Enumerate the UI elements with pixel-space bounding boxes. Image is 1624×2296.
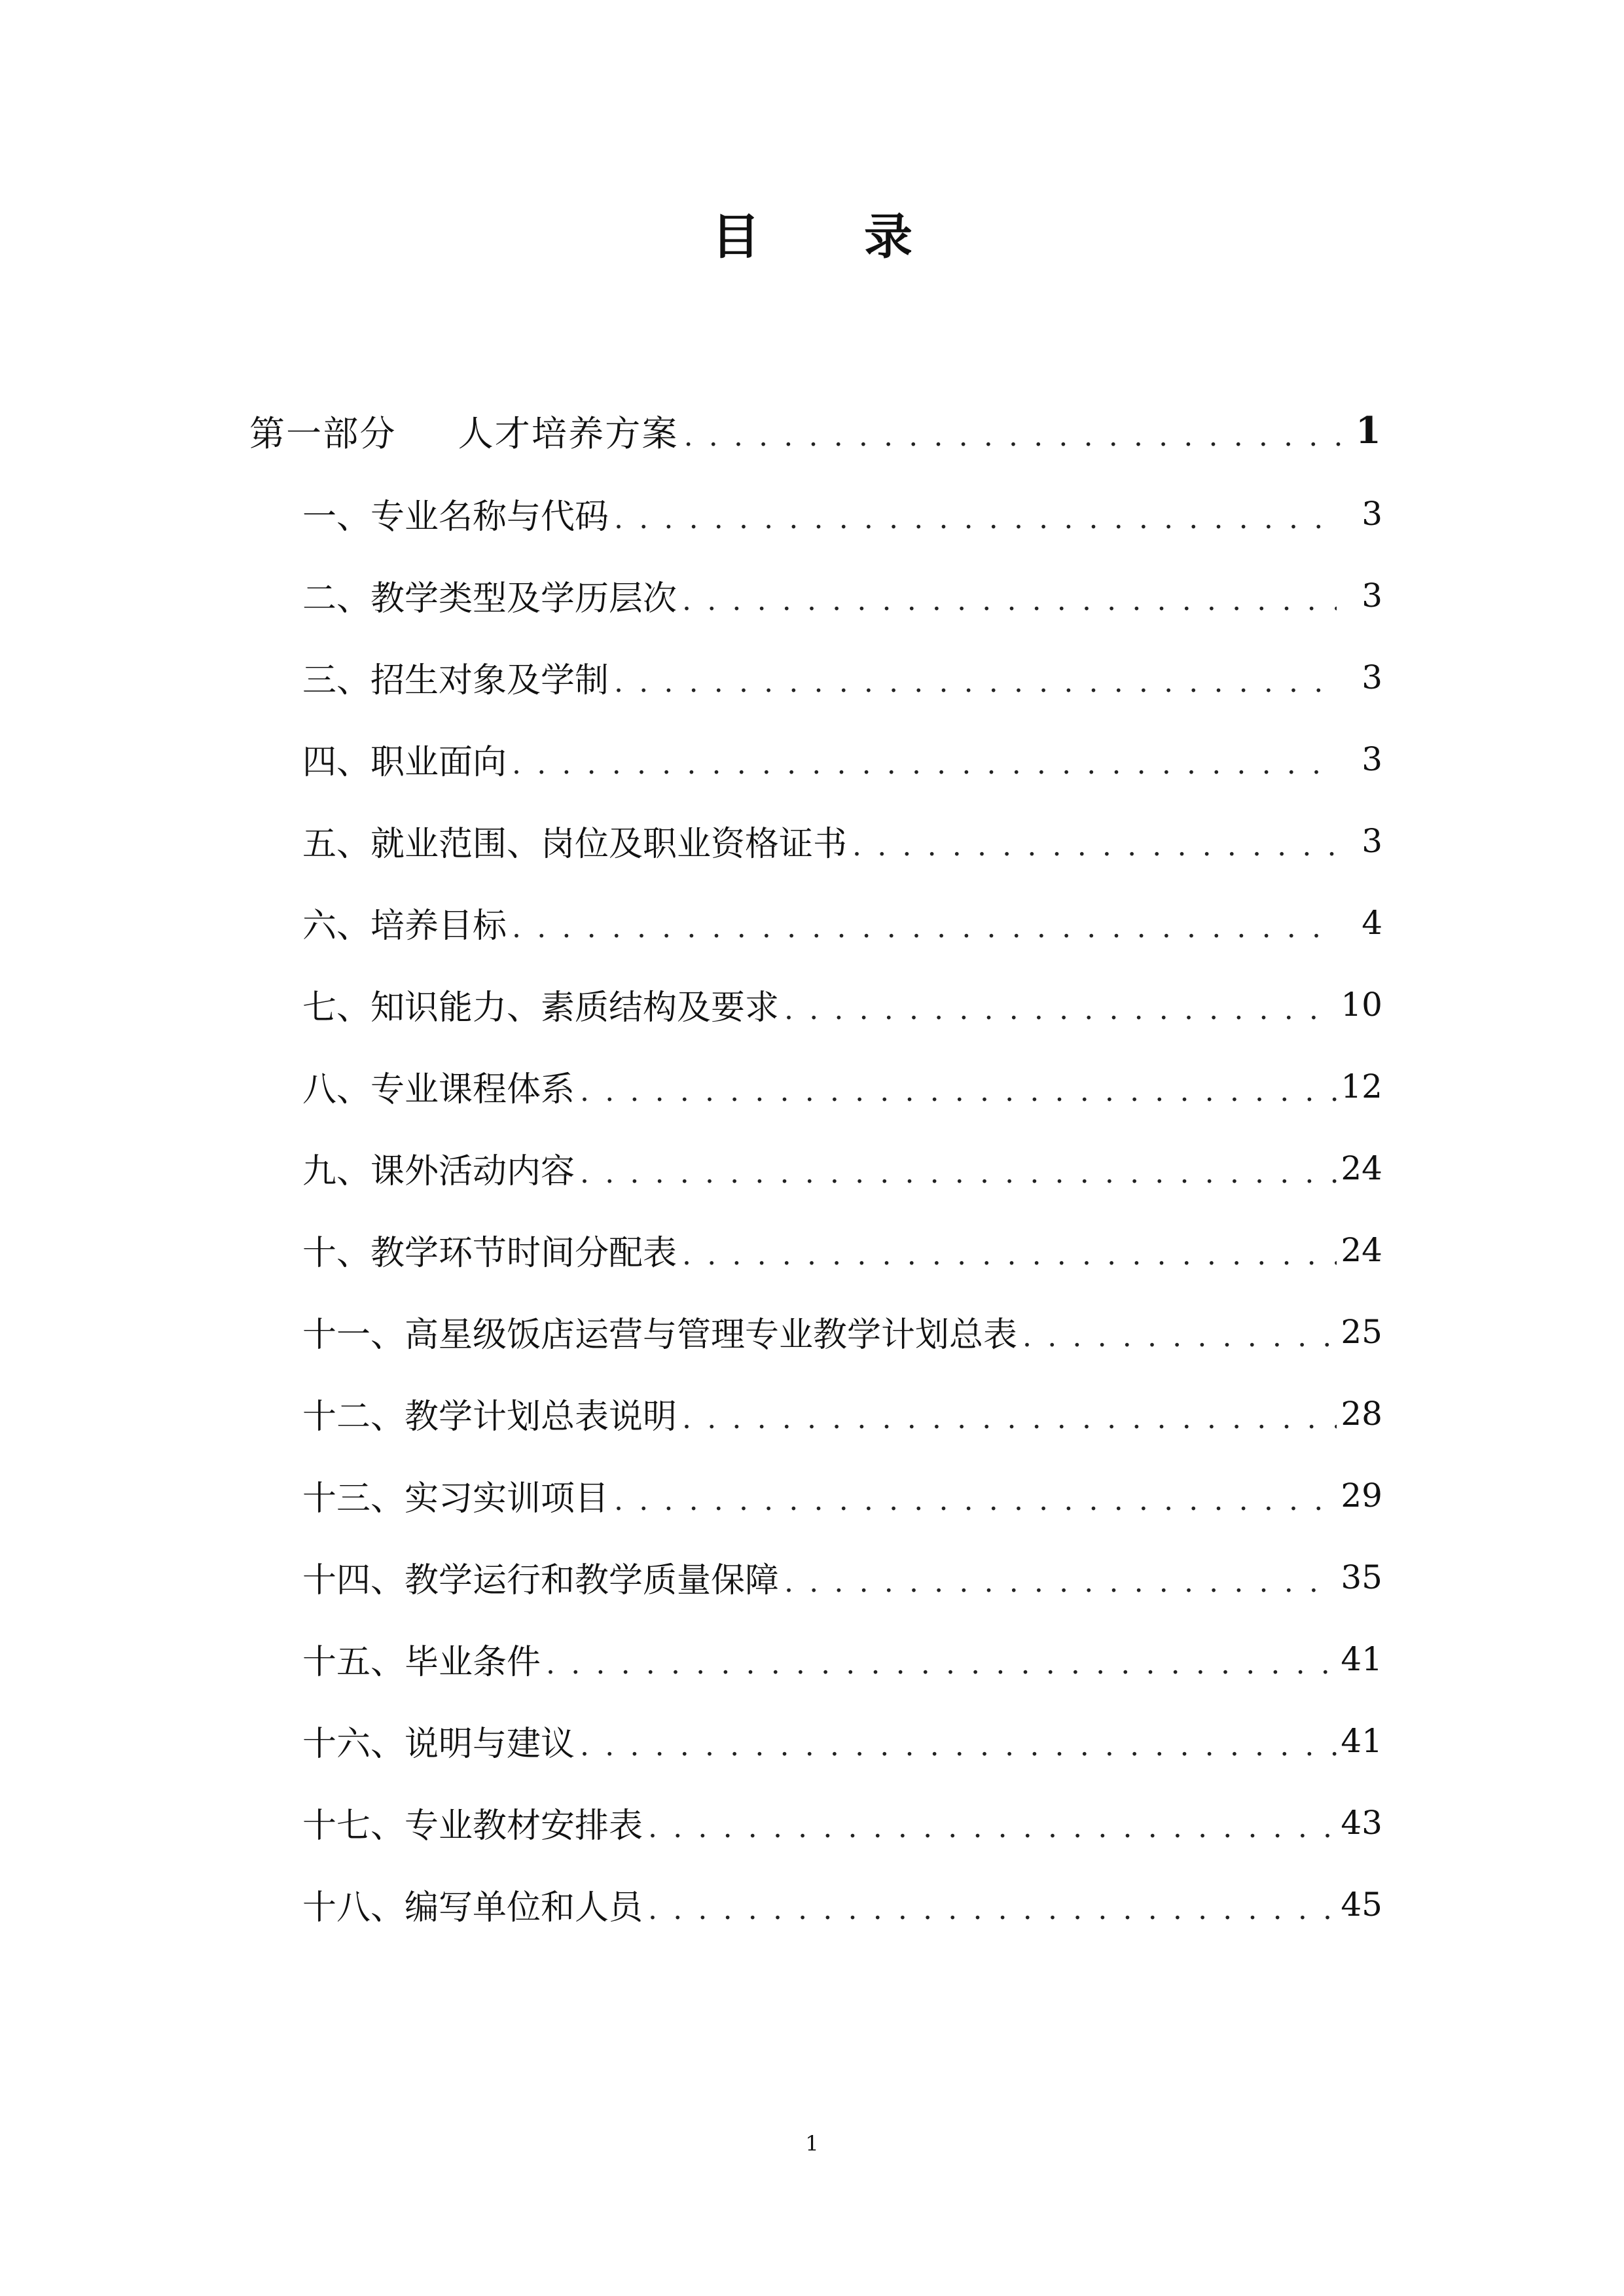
toc-dot-leader [784, 993, 1337, 1026]
toc-entry-title: 一、专业名称与代码 [302, 497, 609, 537]
toc-part-label [249, 406, 1355, 456]
toc-entry-title: 十一、高星级饭店运营与管理专业教学计划总表 [302, 1316, 1018, 1355]
toc-dot-leader [682, 1402, 1337, 1435]
toc-entry-title: 八、专业课程体系 [302, 1070, 575, 1109]
toc-entry[interactable] [0, 963, 1624, 1045]
toc-entry-title: 二、教学类型及学历层次 [302, 579, 677, 619]
toc-page-number: 29 [1341, 1476, 1382, 1515]
toc-entry[interactable] [0, 554, 1624, 636]
toc-entry-title: 十七、专业教材安排表 [302, 1806, 643, 1846]
toc-entry[interactable] [0, 1700, 1624, 1782]
toc-entry[interactable] [0, 1782, 1624, 1863]
toc-entry[interactable] [0, 1045, 1624, 1127]
toc-entry[interactable] [0, 1618, 1624, 1700]
toc-entry[interactable] [0, 1209, 1624, 1291]
toc-title: 目 录 [712, 209, 956, 265]
toc-part-entry[interactable] [0, 389, 1624, 473]
toc-page-number: 10 [1341, 985, 1382, 1024]
toc-page-number: 3 [1362, 494, 1382, 533]
toc-page-number: 41 [1341, 1640, 1382, 1678]
toc-dot-leader [614, 666, 1337, 699]
toc-entry[interactable] [0, 1454, 1624, 1536]
toc-page-number: 25 [1341, 1312, 1382, 1351]
toc-entry[interactable] [0, 1372, 1624, 1454]
toc-dot-leader [1022, 1320, 1337, 1354]
toc-entry[interactable] [0, 800, 1624, 882]
toc-entry[interactable] [0, 636, 1624, 718]
toc-entry[interactable] [0, 1127, 1624, 1209]
toc-dot-leader [682, 584, 1337, 617]
toc-entry-title: 三、招生对象及学制 [302, 661, 609, 700]
toc-entry-title: 六、培养目标 [302, 906, 507, 946]
toc-page-number: 45 [1341, 1885, 1382, 1924]
toc-entry-title: 十六、说明与建议 [302, 1725, 575, 1764]
toc-dot-leader [784, 1566, 1337, 1599]
toc-page-number: 3 [1362, 740, 1382, 778]
toc-entry-title: 七、知识能力、素质结构及要求 [302, 988, 780, 1028]
toc-dot-leader [852, 829, 1337, 863]
toc-page-number: 43 [1341, 1803, 1382, 1842]
page-footer-number: 1 [805, 2131, 819, 2156]
toc-entry-title: 十三、实习实训项目 [302, 1479, 609, 1518]
toc-dot-leader [512, 747, 1337, 781]
toc-dot-leader [580, 1729, 1337, 1763]
toc-page-number: 12 [1341, 1067, 1382, 1105]
toc-dot-leader [546, 1647, 1337, 1681]
toc-page-number: 3 [1362, 658, 1382, 696]
toc-dot-leader [648, 1893, 1337, 1926]
toc-list [0, 389, 1624, 1945]
toc-entry[interactable] [0, 882, 1624, 963]
toc-dot-leader [684, 420, 1355, 453]
toc-page-number: 35 [1341, 1558, 1382, 1596]
toc-dot-leader [580, 1157, 1337, 1190]
toc-entry-title: 十四、教学运行和教学质量保障 [302, 1561, 780, 1600]
toc-page-number: 24 [1341, 1149, 1382, 1187]
toc-entry[interactable] [0, 718, 1624, 800]
toc-entry-title: 十二、教学计划总表说明 [302, 1397, 677, 1437]
toc-dot-leader [614, 1484, 1337, 1517]
toc-page-number: 24 [1341, 1230, 1382, 1269]
toc-dot-leader [580, 1075, 1337, 1108]
toc-entry[interactable] [0, 473, 1624, 554]
toc-page-number: 41 [1341, 1721, 1382, 1760]
toc-page-number: 3 [1362, 821, 1382, 860]
toc-dot-leader [512, 911, 1337, 944]
toc-page-number: 1 [1355, 409, 1382, 452]
toc-entry-title: 四、职业面向 [302, 743, 507, 782]
toc-part-title: 人才培养方案 [458, 412, 679, 454]
toc-dot-leader [682, 1238, 1337, 1272]
toc-entry[interactable] [0, 1536, 1624, 1618]
toc-dot-leader [614, 502, 1337, 535]
toc-entry-title: 十五、毕业条件 [302, 1643, 541, 1682]
toc-entry[interactable] [0, 1863, 1624, 1945]
toc-entry-title: 九、课外活动内容 [302, 1152, 575, 1191]
toc-entry-title: 五、就业范围、岗位及职业资格证书 [302, 825, 848, 864]
toc-page-number: 28 [1341, 1394, 1382, 1433]
toc-entry-title: 十八、编写单位和人员 [302, 1888, 643, 1928]
toc-entry-title: 十、教学环节时间分配表 [302, 1234, 677, 1273]
toc-dot-leader [648, 1811, 1337, 1844]
toc-page-number: 3 [1362, 576, 1382, 615]
toc-part-number: 第一部分 [249, 412, 397, 454]
toc-page-number: 4 [1362, 903, 1382, 942]
toc-entry[interactable] [0, 1291, 1624, 1372]
